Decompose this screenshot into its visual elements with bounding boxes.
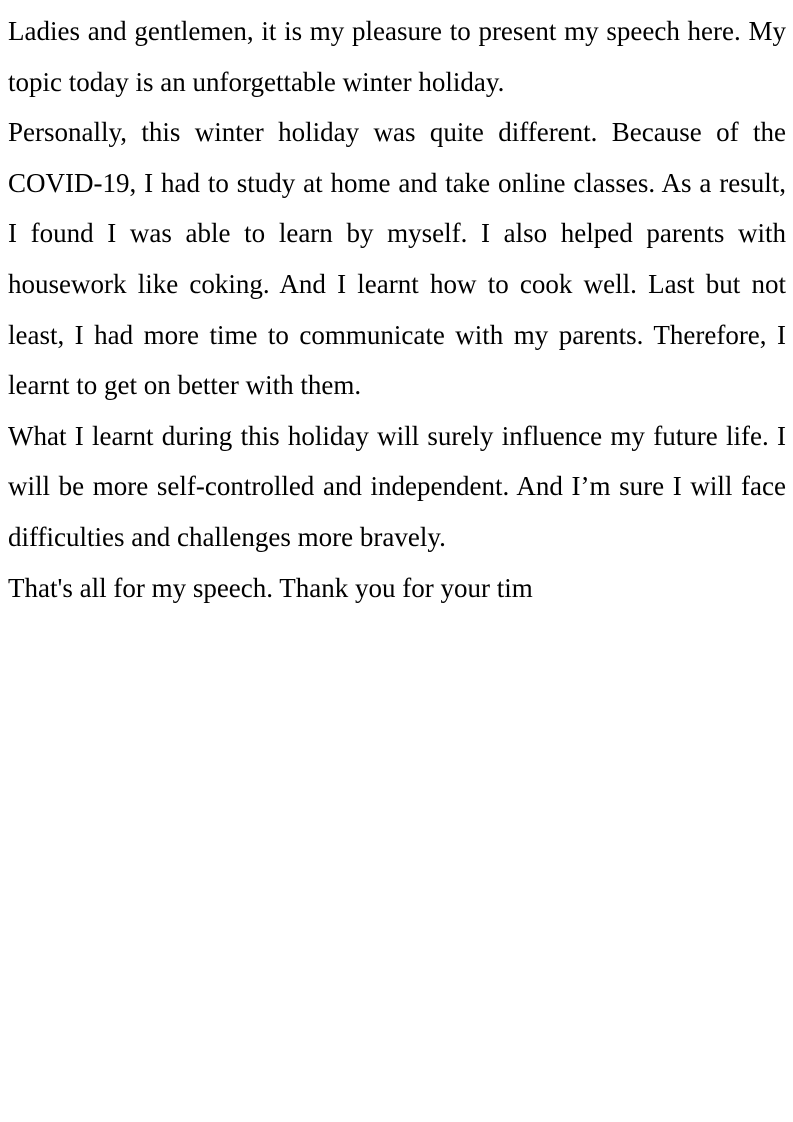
document-page (8, 6, 786, 613)
paragraph-experience: Personally, this winter holiday was quite different. Because of the COVID-19, I had to study at home and take online classes. As a result, I found I was able to learn by myself. I also helped parents with housework like coking. And I learnt how to cook well. Last but not least, I had more time to communicate with my parents. Therefore, I learnt to get on better with them. (8, 117, 786, 401)
paragraph-influence: What I learnt during this holiday will surely influence my future life. I will be more self-controlled and independent. And I’m sure I will face difficulties and challenges more bravely. (8, 420, 786, 552)
paragraph-closing: That's all for my speech. Thank you for your tim (8, 572, 533, 603)
paragraph-greeting: Ladies and gentlemen, it is my pleasure to present my speech here. My topic today is an unforgettable winter holiday. (8, 16, 786, 97)
